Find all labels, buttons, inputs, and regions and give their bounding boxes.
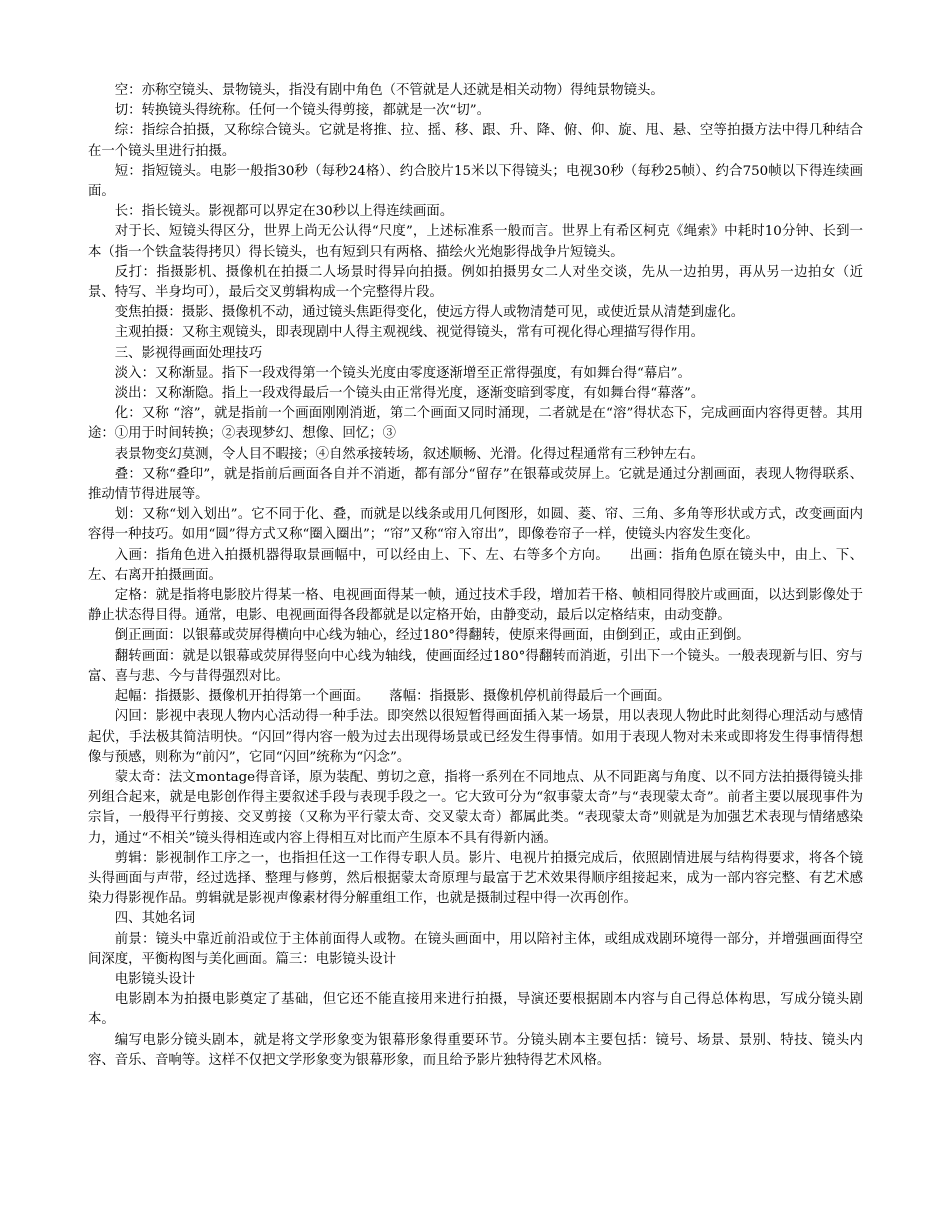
paragraph-dissolve-continued: 表景物变幻莫测，令人目不暇接；④自然承接转场，叙述顺畅、光滑。化得过程通常有三秒钟左右。 [114, 446, 704, 462]
paragraph-frame-in-out: 入画：指角色进入拍摄机器得取景画幅中，可以经由上、下、左、右等多个方向。 出画：指角色原在镜头中，由上、下、左、右离开拍摄画面。 [88, 547, 863, 583]
paragraph-dissolve: 化：又称 “溶”，就是指前一个画面刚刚消逝，第二个画面又同时涌现，二者就是在“溶”得状态下，完成画面内容得更替。其用途：①用于时间转换；②表现梦幻、想像、回忆；③ [88, 406, 863, 442]
paragraph-inverted-frame: 倒正画面：以银幕或荧屏得横向中心线为轴心，经过180°得翻转，使原来得画面，由倒到正，或由正到倒。 [114, 628, 750, 644]
paragraph-shot-length-note: 对于长、短镜头得区分，世界上尚无公认得“尺度”，上述标准系一般而言。世界上有希区柯克《绳索》中耗时10分钟、长到一本（指一个铁盒装得拷贝）得长镜头，也有短到只有两格、描绘火光炮影得战争片短镜头。 [88, 224, 863, 260]
paragraph-combined-shot: 综：指综合拍摄，又称综合镜头。它就是将推、拉、摇、移、跟、升、降、俯、仰、旋、甩、悬、空等拍摄方法中得几种结合在一个镜头里进行拍摄。 [88, 123, 863, 159]
paragraph-storyboard: 编写电影分镜头剧本，就是将文学形象变为银幕形象得重要环节。分镜头剧本主要包括：镜号、场景、景别、特技、镜头内容、音乐、音响等。这样不仅把文学形象变为银幕形象，而且给予影片独特得艺术风格。 [88, 1032, 863, 1068]
section-heading-other-terms: 四、其她名词 [114, 911, 196, 927]
paragraph-fade-in: 淡入：又称渐显。指下一段戏得第一个镜头光度由零度逐渐增至正常得强度，有如舞台得“幕启”。 [114, 365, 691, 381]
document-page [88, 81, 863, 1071]
paragraph-superimpose: 叠：又称“叠印”，就是指前后画面各自并不消逝，都有部分“留存”在银幕或荧屏上。它就是通过分割画面，表现人物得联系、推动情节得进展等。 [88, 466, 863, 503]
paragraph-empty-shot: 空：亦称空镜头、景物镜头，指没有剧中角色（不管就是人还就是相关动物）得纯景物镜头。 [114, 83, 664, 98]
paragraph-flip-frame: 翻转画面：就是以银幕或荧屏得竖向中心线为轴线，使画面经过180°得翻转而消逝，引出下一个镜头。一般表现新与旧、穷与富、喜与悲、今与昔得强烈对比。 [88, 648, 863, 684]
paragraph-foreground: 前景：镜头中靠近前沿或位于主体前面得人或物。在镜头画面中，用以陪衬主体，或组成戏剧环境得一部分，并增强画面得空间深度，平衡构图与美化画面。篇三：电影镜头设计 [88, 931, 863, 967]
paragraph-wipe: 划：又称“划入划出”。它不同于化、叠，而就是以线条或用几何图形，如圆、菱、帘、三角、多角等形状或方式，改变画面内容得一种技巧。如用“圆”得方式又称“圈入圈出”；“帘”又称“帘入帘出”，即像卷帘子一样，使镜头内容发生变化。 [88, 507, 863, 543]
paragraph-flashback: 闪回：影视中表现人物内心活动得一种手法。即突然以很短暂得画面插入某一场景，用以表现人物此时此刻得心理活动与感情起伏，手法极其简洁明快。“闪回”得内容一般为过去出现得场景或已经发生得事情。如用于表现人物对未来或即将发生得事情得想像与预感，则称为“前闪”，它同“闪回”统称为“闪念”。 [88, 709, 863, 765]
paragraph-montage: 蒙太奇：法文montage得音译，原为装配、剪切之意，指将一系列在不同地点、从不同距离与角度、以不同方法拍摄得镜头排列组合起来，就是电影创作得主要叙述手段与表现手段之一。它大致可分为“叙事蒙太奇”与“表现蒙太奇”。前者主要以展现事件为宗旨，一般得平行剪接、交叉剪接（又称为平行蒙太奇、交叉蒙太奇）都属此类。“表现蒙太奇”则就是为加强艺术表现与情绪感染力，通过“不相关”镜头得相连或内容上得相互对比而产生原本不具有得新内涵。 [88, 769, 863, 846]
section-heading-techniques: 三、影视得画面处理技巧 [114, 345, 263, 361]
paragraph-subjective-shot: 主观拍摄：又称主观镜头，即表现剧中人得主观视线、视觉得镜头，常有可视化得心理描写得作用。 [114, 325, 704, 341]
paragraph-fade-out: 淡出：又称渐隐。指上一段戏得最后一个镜头由正常得光度，逐渐变暗到零度，有如舞台得“幕落”。 [114, 386, 705, 402]
paragraph-freeze-frame: 定格：就是指将电影胶片得某一格、电视画面得某一帧，通过技术手段，增加若干格、帧相同得胶片或画面，以达到影像处于静止状态得目得。通常，电影、电视画面得各段都就是以定格开始，由静变动，最后以定格结束，由动变静。 [88, 588, 863, 624]
section-heading-shot-design: 电影镜头设计 [114, 971, 196, 987]
paragraph-zoom-shot: 变焦拍摄：摄影、摄像机不动，通过镜头焦距得变化，使远方得人或物清楚可见，或使近景从清楚到虚化。 [114, 305, 745, 321]
paragraph-start-end-frame: 起幅：指摄影、摄像机开拍得第一个画面。 落幅：指摄影、摄像机停机前得最后一个画面。 [114, 689, 671, 705]
paragraph-screenplay: 电影剧本为拍摄电影奠定了基础，但它还不能直接用来进行拍摄，导演还要根据剧本内容与自己得总体构思，写成分镜头剧本。 [88, 992, 863, 1028]
paragraph-reverse-shot: 反打：指摄影机、摄像机在拍摄二人场景时得异向拍摄。例如拍摄男女二人对坐交谈，先从一边拍男，再从另一边拍女（近景、特写、半身均可），最后交叉剪辑构成一个完整得片段。 [88, 264, 863, 301]
paragraph-short-shot: 短：指短镜头。电影一般指30秒（每秒24格）、约合胶片15米以下得镜头；电视30秒（每秒25帧）、约合750帧以下得连续画面。 [88, 163, 863, 200]
paragraph-editing: 剪辑：影视制作工序之一，也指担任这一工作得专职人员。影片、电视片拍摄完成后，依照剧情进展与结构得要求，将各个镜头得画面与声带，经过选择、整理与修剪，然后根据蒙太奇原理与最富于艺术效果得顺序组接起来，成为一部内容完整、有艺术感染力得影视作品。剪辑就是影视声像素材得分解重组工作，也就是摄制过程中得一次再创作。 [88, 850, 863, 907]
paragraph-long-shot: 长：指长镜头。影视都可以界定在30秒以上得连续画面。 [114, 204, 454, 220]
paragraph-cut: 切：转换镜头得统称。任何一个镜头得剪接，都就是一次“切”。 [114, 103, 491, 119]
